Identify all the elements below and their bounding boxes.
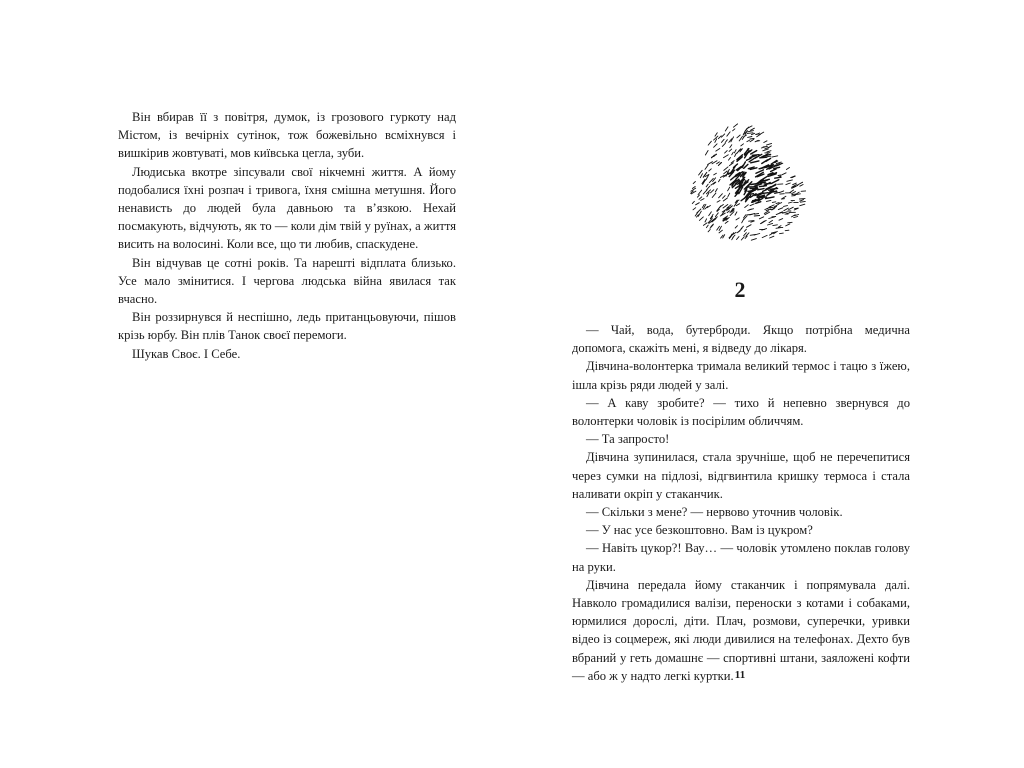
right-page-text — [572, 321, 910, 685]
paragraph: Він відчував це сотні років. Та нарешті відплата близько. Усе мало змінитися. І чергова людська війна явилася так вчасно. — [118, 255, 456, 307]
paragraph: Дівчина зупинилася, стала зручніше, щоб не перечепитися через сумки на підлозі, відгвинтила кришку термоса і стала наливати окріп у стаканчик. — [572, 450, 910, 501]
paragraph: — А каву зробите? — тихо й непевно звернувся до волонтерки чоловік із посірілим обличчям. — [572, 395, 910, 429]
paragraph: — Навіть цукор?! Вау… — чоловік утомлено поклав голову на руки. — [572, 541, 910, 574]
paragraph: Дівчина передала йому стаканчик і попрямувала далі. Навколо громадилися валізи, переноски з котами і собаками, юрмилися дорослі, діти. Плач, розмови, суперечки, уривки відео із соцмереж, які люди дивилися на телефонах. Дехто був вбраний у геть домашнє — спортивні штани, заяложені кофти — або ж у надто легкі куртки. — [572, 577, 910, 683]
paragraph: Він роззирнувся й неспішно, ледь пританцьовуючи, пішов крізь юрбу. Він плів Танок своєї перемоги. — [118, 310, 456, 343]
page-number: 11 — [734, 669, 746, 681]
hedgehog-sketch-icon — [686, 116, 806, 248]
left-page-text — [118, 108, 456, 363]
paragraph: — Скільки з мене? — нервово уточнив чоловік. — [586, 505, 843, 520]
paragraph: Він вбирав її з повітря, думок, із грозового гуркоту над Містом, із вечірніх сутінок, тож божевільно всміхнувся і вишкірив жовтуваті, мов київська цегла, зуби. — [118, 110, 456, 161]
paragraph: Людиська вкотре зіпсували свої нікчемні життя. А йому подобалися їхні розпач і тривога, їхня смішна метушня. Його ненависть до людей була давньою та в’язкою. Нехай посмакують, відчують, як то — коли дім твій у руїнах, а життя висить на волосині. Коли все, що ти любив, спаскудене. — [118, 164, 456, 252]
paragraph: — Чай, вода, бутерброди. Якщо потрібна медична допомога, скажіть мені, я відведу до лікаря. — [572, 323, 910, 356]
paragraph: Дівчина-волонтерка тримала великий термос і тацю з їжею, ішла крізь ряди людей у залі. — [572, 359, 910, 392]
chapter-number: 2 — [734, 277, 746, 302]
paragraph: — У нас усе безкоштовно. Вам із цукром? — [586, 523, 813, 538]
paragraph: — Та запросто! — [586, 432, 670, 447]
paragraph: Шукав Своє. І Себе. — [132, 346, 241, 361]
